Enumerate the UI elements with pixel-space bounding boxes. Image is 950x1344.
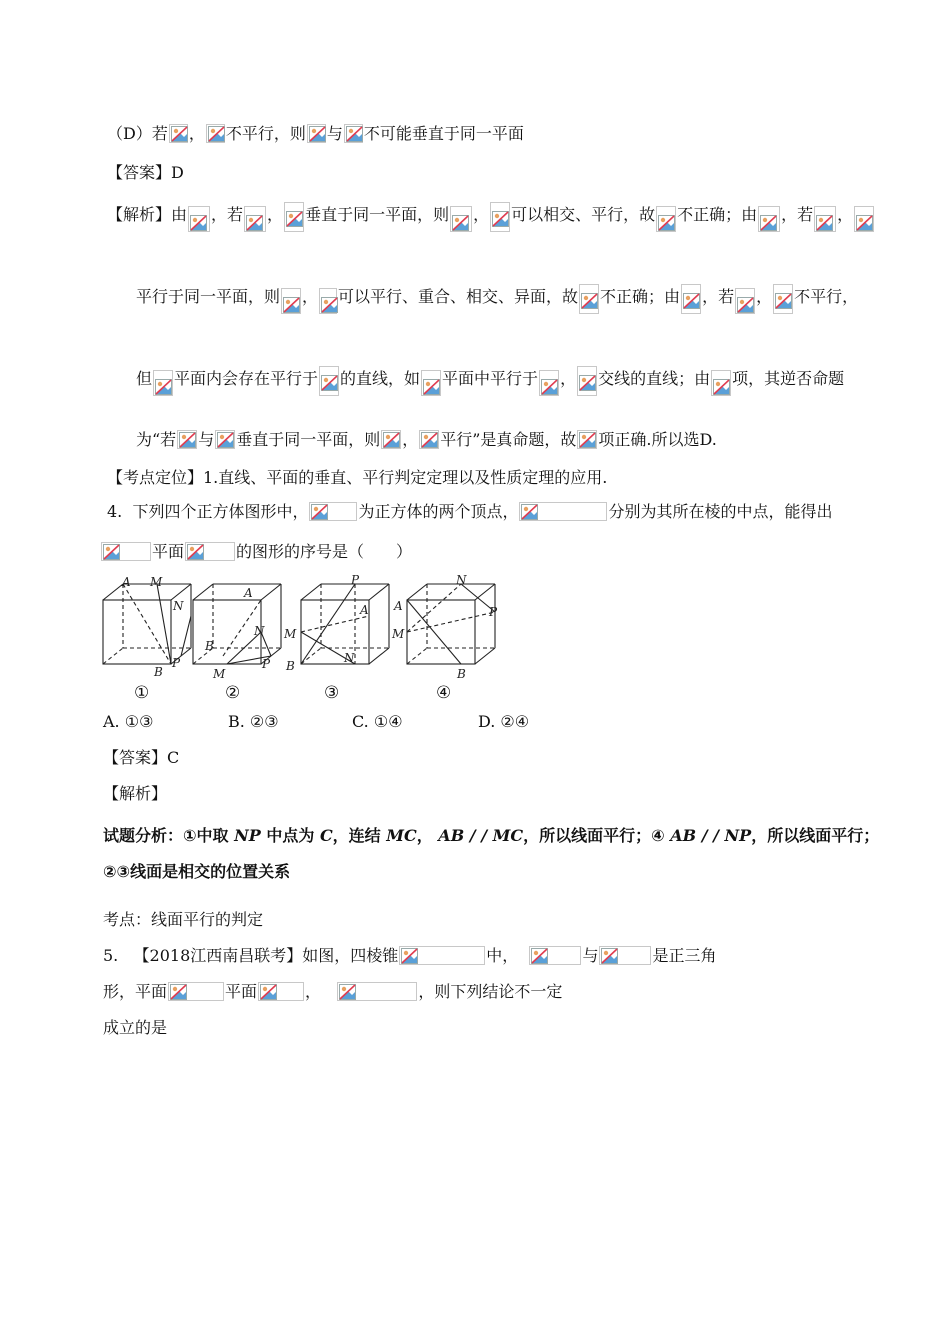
math-c: C — [319, 826, 333, 845]
answer-value: D — [171, 163, 184, 182]
image-icon — [539, 370, 559, 396]
text: 平面 — [152, 542, 185, 561]
text: 平面 — [225, 982, 258, 1001]
analysis-4-line-1 — [103, 826, 879, 846]
answer-label: 【答案】 — [107, 163, 172, 182]
question-number: 5. — [103, 946, 119, 965]
label-fig4-a: A — [394, 599, 403, 613]
analysis-3-line-2 — [136, 284, 858, 314]
text: 的图形的序号是（ ） — [236, 542, 413, 561]
math-ab-mc: AB / / MC — [438, 826, 524, 845]
image-icon — [307, 124, 326, 143]
image-icon — [758, 206, 780, 232]
text: 项，其逆否命题 — [732, 369, 845, 388]
image-icon — [577, 366, 597, 396]
cube-figures — [98, 572, 498, 684]
text: 不正确；由 — [600, 287, 681, 306]
text: 中点为 — [260, 826, 320, 845]
image-icon — [258, 982, 304, 1001]
image-icon — [711, 370, 731, 396]
image-icon — [490, 202, 510, 232]
text: ， — [302, 287, 319, 306]
text: ，若 — [702, 287, 735, 306]
figure-label-1: ① — [134, 683, 150, 703]
analysis-4-line-2: ②③线面是相交的位置关系 — [103, 862, 291, 881]
figure-label-2: ② — [225, 683, 241, 703]
image-icon — [284, 202, 304, 232]
text: ，连结 — [332, 826, 387, 845]
option-d-line — [107, 124, 524, 144]
image-icon — [419, 430, 439, 449]
text: ， — [837, 205, 854, 224]
label-fig3-a: A — [360, 603, 369, 617]
image-icon — [319, 288, 337, 314]
label-fig2-n: N — [254, 624, 265, 638]
label-fig1-m: M — [150, 575, 163, 589]
image-icon — [421, 370, 441, 396]
label-fig3-b: B — [286, 659, 295, 673]
kaodian-3: 【考点定位】1.直线、平面的垂直、平行判定定理以及性质定理的应用. — [107, 468, 608, 487]
label-fig2-a: A — [244, 586, 253, 600]
image-icon — [319, 366, 339, 396]
question-4-line-2 — [100, 542, 412, 562]
text: 与 — [582, 946, 599, 965]
answer-3 — [107, 163, 184, 183]
text: ， — [188, 124, 205, 143]
label-fig3-m: M — [284, 627, 297, 641]
question-4-line-1 — [107, 502, 832, 522]
image-icon — [399, 946, 485, 965]
image-icon — [381, 430, 401, 449]
text: 中， — [486, 946, 519, 965]
image-icon — [599, 946, 651, 965]
question-number: 4. — [107, 502, 123, 521]
image-icon — [344, 124, 363, 143]
label-fig1-p: P — [172, 656, 181, 670]
text: ， — [305, 982, 322, 1001]
image-icon — [185, 542, 235, 561]
text: 垂直于同一平面，则 — [305, 205, 450, 224]
text: 为“若 — [136, 430, 177, 449]
image-icon — [735, 288, 755, 314]
label-fig1-a: A — [122, 575, 131, 589]
text: 与 — [198, 430, 215, 449]
question-5-line-3: 成立的是 — [103, 1018, 168, 1037]
label-fig2-m: M — [213, 667, 226, 681]
question-5-line-2 — [103, 982, 562, 1002]
label-fig1-b: B — [154, 665, 163, 679]
text: 但 — [136, 369, 153, 388]
text: ，若 — [781, 205, 814, 224]
text: ，所以线面平行；④ — [523, 826, 671, 845]
image-icon — [168, 982, 224, 1001]
image-icon — [153, 370, 173, 396]
option-c: C. ①④ — [352, 712, 403, 731]
label-fig3-n: N — [344, 651, 355, 665]
label-fig3-p: P — [351, 573, 360, 587]
label-fig4-p: P — [489, 605, 498, 619]
question-5-line-1 — [103, 946, 716, 966]
text: ， — [416, 826, 439, 845]
text: 的直线，如 — [340, 369, 421, 388]
text: ， — [267, 205, 284, 224]
image-icon — [188, 206, 210, 232]
text: 交线的直线；由 — [598, 369, 711, 388]
option-d: D. ②④ — [478, 712, 530, 731]
image-icon — [206, 124, 225, 143]
image-icon — [244, 206, 266, 232]
image-icon — [519, 502, 607, 521]
text: ， — [756, 287, 773, 306]
answer-label: 【答案】 — [103, 748, 168, 767]
text: 垂直于同一平面，则 — [236, 430, 381, 449]
image-icon — [337, 982, 417, 1001]
text: ，所以线面平行； — [751, 826, 880, 845]
image-icon — [773, 284, 793, 314]
text: 平面内会存在平行于 — [174, 369, 319, 388]
text: 由 — [171, 205, 188, 224]
text: 不平行， — [794, 287, 859, 306]
text: 下列四个正方体图形中， — [132, 502, 309, 521]
image-icon — [215, 430, 235, 449]
analysis-3-line-3 — [136, 366, 844, 396]
image-icon — [656, 206, 676, 232]
text: 可以平行、重合、相交、异面，故 — [338, 287, 579, 306]
label-fig2-p: P — [262, 657, 271, 671]
text: ，则下列结论不一定 — [418, 982, 563, 1001]
text: 试题分析：①中取 — [103, 826, 235, 845]
analysis-3-line-1 — [107, 202, 875, 232]
text: 不可能垂直于同一平面 — [363, 124, 524, 143]
text: ，若 — [211, 205, 244, 224]
text: 是正三角 — [652, 946, 717, 965]
analysis-3-line-4 — [136, 430, 717, 450]
text: 【2018江西南昌联考】如图，四棱锥 — [133, 946, 399, 965]
text: ， — [560, 369, 577, 388]
image-icon — [281, 288, 301, 314]
text: 项正确.所以选D. — [598, 430, 717, 449]
image-icon — [309, 502, 357, 521]
image-icon — [177, 430, 197, 449]
text: 与 — [326, 124, 343, 143]
image-icon — [854, 206, 874, 232]
text: 不正确；由 — [677, 205, 758, 224]
text: 为正方体的两个顶点， — [358, 502, 519, 521]
analysis-4-label: 【解析】 — [103, 784, 168, 803]
figure-label-4: ④ — [436, 683, 452, 703]
option-d-prefix: （D）若 — [107, 124, 168, 143]
option-a: A. ①③ — [103, 712, 154, 731]
text: 可以相交、平行，故 — [511, 205, 656, 224]
option-b: B. ②③ — [228, 712, 279, 731]
image-icon — [681, 284, 701, 314]
text: 形，平面 — [103, 982, 168, 1001]
figure-label-3: ③ — [324, 683, 340, 703]
text: 平行”是真命题，故 — [440, 430, 577, 449]
label-fig4-n: N — [456, 573, 467, 587]
math-np: NP — [234, 826, 261, 845]
image-icon — [169, 124, 188, 143]
label-fig2-b: B — [205, 639, 214, 653]
analysis-label: 【解析】 — [107, 205, 172, 224]
text: 不平行，则 — [225, 124, 306, 143]
image-icon — [579, 284, 599, 314]
label-fig4-b: B — [457, 667, 466, 681]
answer-value: C — [167, 748, 180, 767]
image-icon — [577, 430, 597, 449]
cube-1 — [103, 584, 191, 664]
text: 分别为其所在棱的中点，能得出 — [608, 502, 833, 521]
answer-4 — [103, 748, 179, 768]
text: ， — [402, 430, 419, 449]
kaodian-4: 考点：线面平行的判定 — [103, 910, 264, 929]
label-fig4-m: M — [392, 627, 405, 641]
image-icon — [529, 946, 581, 965]
text: 平行于同一平面，则 — [136, 287, 281, 306]
math-mc: MC — [386, 826, 417, 845]
text: ， — [473, 205, 490, 224]
label-fig1-n: N — [173, 599, 184, 613]
image-icon — [814, 206, 836, 232]
math-ab-np: AB / / NP — [670, 826, 752, 845]
image-icon — [450, 206, 472, 232]
text: 平面中平行于 — [442, 369, 539, 388]
image-icon — [101, 542, 151, 561]
cube-4 — [407, 584, 495, 664]
